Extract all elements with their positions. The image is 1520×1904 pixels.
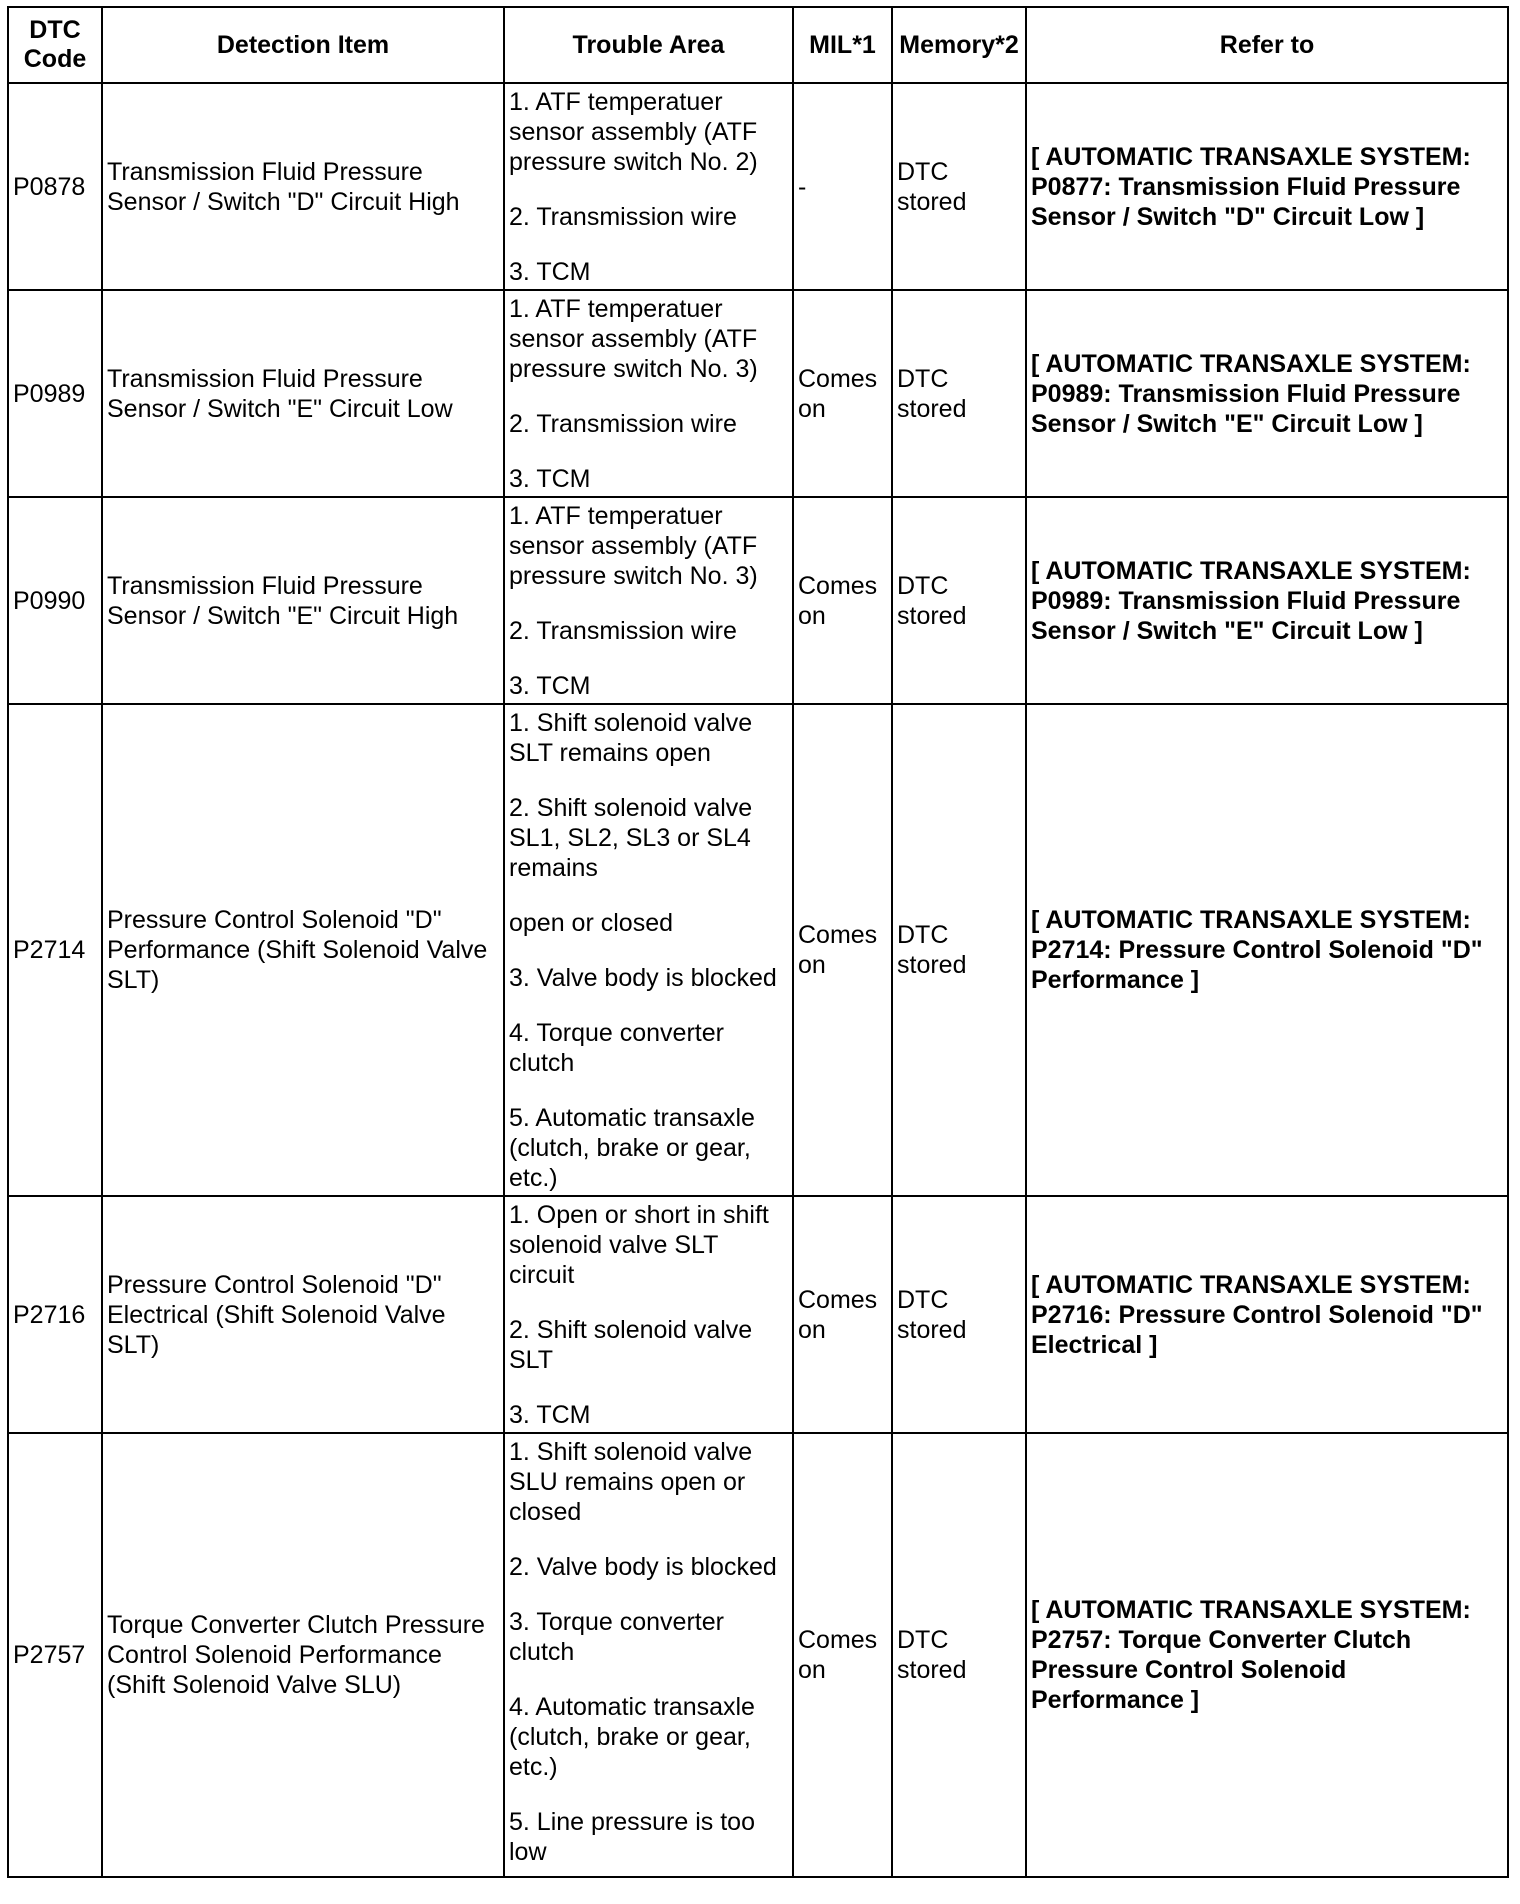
table-row	[8, 1433, 1508, 1877]
trouble-area-item: 4. Automatic transaxle (clutch, brake or gear, etc.)	[509, 1693, 755, 1781]
trouble-area-item: 1. Open or short in shift solenoid valve SLT circuit	[509, 1201, 769, 1289]
dtc-table	[7, 6, 1509, 1878]
memory-cell: DTC stored	[892, 704, 1026, 1196]
dtc-code-cell: P0990	[8, 497, 102, 704]
refer-to-link[interactable]: [ AUTOMATIC TRANSAXLE SYSTEM: P0989: Transmission Fluid Pressure Sensor / Switch "E" Circuit Low ]	[1026, 290, 1508, 497]
trouble-area-item: 3. Torque converter clutch	[509, 1608, 724, 1666]
mil-cell: Comes on	[793, 290, 892, 497]
trouble-area-cell	[504, 1196, 793, 1433]
header-trouble-area: Trouble Area	[504, 7, 793, 83]
trouble-area-item: 1. Shift solenoid valve SLT remains open	[509, 709, 753, 767]
detection-item-cell: Transmission Fluid Pressure Sensor / Switch "E" Circuit Low	[102, 290, 504, 497]
trouble-area-item: 5. Automatic transaxle (clutch, brake or gear, etc.)	[509, 1104, 755, 1192]
header-detection-item: Detection Item	[102, 7, 504, 83]
trouble-area-item: 1. ATF temperatuer sensor assembly (ATF pressure switch No. 2)	[509, 88, 758, 176]
dtc-code-cell: P0989	[8, 290, 102, 497]
trouble-area-item: 4. Torque converter clutch	[509, 1019, 724, 1077]
dtc-code-cell: P2716	[8, 1196, 102, 1433]
refer-to-link[interactable]: [ AUTOMATIC TRANSAXLE SYSTEM: P2714: Pressure Control Solenoid "D" Performance ]	[1026, 704, 1508, 1196]
memory-cell: DTC stored	[892, 83, 1026, 290]
trouble-area-cell	[504, 1433, 793, 1877]
table-row	[8, 704, 1508, 1196]
dtc-code-cell: P0878	[8, 83, 102, 290]
trouble-area-item: 3. Valve body is blocked	[509, 964, 777, 992]
trouble-area-item: 3. TCM	[509, 465, 591, 493]
header-dtc-code: DTC Code	[8, 7, 102, 83]
trouble-area-item: 2. Shift solenoid valve SLT	[509, 1316, 753, 1374]
memory-cell: DTC stored	[892, 1433, 1026, 1877]
refer-to-link[interactable]: [ AUTOMATIC TRANSAXLE SYSTEM: P0989: Transmission Fluid Pressure Sensor / Switch "E" Circuit Low ]	[1026, 497, 1508, 704]
header-row	[8, 7, 1508, 83]
trouble-area-item: 2. Valve body is blocked	[509, 1553, 777, 1581]
trouble-area-item: 1. ATF temperatuer sensor assembly (ATF pressure switch No. 3)	[509, 295, 758, 383]
trouble-area-item: 3. TCM	[509, 1401, 591, 1429]
memory-cell: DTC stored	[892, 290, 1026, 497]
trouble-area-item: 2. Transmission wire	[509, 410, 737, 438]
trouble-area-cell	[504, 290, 793, 497]
header-mil: MIL*1	[793, 7, 892, 83]
detection-item-cell: Pressure Control Solenoid "D" Electrical (Shift Solenoid Valve SLT)	[102, 1196, 504, 1433]
trouble-area-cell	[504, 704, 793, 1196]
dtc-code-cell: P2757	[8, 1433, 102, 1877]
memory-cell: DTC stored	[892, 497, 1026, 704]
detection-item-cell: Torque Converter Clutch Pressure Control Solenoid Performance (Shift Solenoid Valve SLU)	[102, 1433, 504, 1877]
table-row	[8, 290, 1508, 497]
table-row	[8, 83, 1508, 290]
detection-item-cell: Transmission Fluid Pressure Sensor / Switch "E" Circuit High	[102, 497, 504, 704]
header-refer-to: Refer to	[1026, 7, 1508, 83]
refer-to-link[interactable]: [ AUTOMATIC TRANSAXLE SYSTEM: P2757: Torque Converter Clutch Pressure Control Solenoid Performance ]	[1026, 1433, 1508, 1877]
trouble-area-item: 1. Shift solenoid valve SLU remains open or closed	[509, 1438, 753, 1526]
trouble-area-item: 2. Transmission wire	[509, 203, 737, 231]
refer-to-link[interactable]: [ AUTOMATIC TRANSAXLE SYSTEM: P2716: Pressure Control Solenoid "D" Electrical ]	[1026, 1196, 1508, 1433]
trouble-area-item: 3. TCM	[509, 672, 591, 700]
trouble-area-item: 3. TCM	[509, 258, 591, 286]
detection-item-cell: Pressure Control Solenoid "D" Performance (Shift Solenoid Valve SLT)	[102, 704, 504, 1196]
memory-cell: DTC stored	[892, 1196, 1026, 1433]
trouble-area-item: 2. Transmission wire	[509, 617, 737, 645]
detection-item-cell: Transmission Fluid Pressure Sensor / Switch "D" Circuit High	[102, 83, 504, 290]
trouble-area-cell	[504, 83, 793, 290]
trouble-area-cell	[504, 497, 793, 704]
mil-cell: Comes on	[793, 497, 892, 704]
mil-cell: Comes on	[793, 1196, 892, 1433]
trouble-area-item: 2. Shift solenoid valve SL1, SL2, SL3 or SL4 remains	[509, 794, 753, 882]
table-row	[8, 1196, 1508, 1433]
refer-to-link[interactable]: [ AUTOMATIC TRANSAXLE SYSTEM: P0877: Transmission Fluid Pressure Sensor / Switch "D" Circuit Low ]	[1026, 83, 1508, 290]
table-row	[8, 497, 1508, 704]
mil-cell: Comes on	[793, 1433, 892, 1877]
header-memory: Memory*2	[892, 7, 1026, 83]
trouble-area-item: 5. Line pressure is too low	[509, 1808, 755, 1866]
trouble-area-item: open or closed	[509, 909, 674, 937]
dtc-code-cell: P2714	[8, 704, 102, 1196]
mil-cell: Comes on	[793, 704, 892, 1196]
mil-cell: -	[793, 83, 892, 290]
trouble-area-item: 1. ATF temperatuer sensor assembly (ATF pressure switch No. 3)	[509, 502, 758, 590]
